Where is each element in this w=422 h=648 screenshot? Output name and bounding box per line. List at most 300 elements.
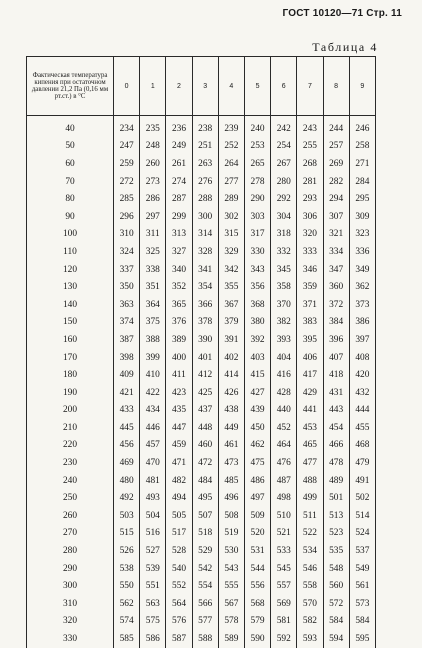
condition-temperature-cell: 320 (27, 613, 114, 631)
condition-temperature-cell: 40 (27, 116, 114, 138)
table-cell: 379 (218, 314, 244, 332)
condition-temperature-cell: 80 (27, 190, 114, 208)
table-cell: 460 (192, 437, 218, 455)
table-cell: 540 (166, 560, 192, 578)
table-cell: 473 (218, 454, 244, 472)
table-cell: 468 (349, 437, 375, 455)
table-cell: 481 (140, 472, 166, 490)
table-cell: 261 (166, 155, 192, 173)
table-cell: 488 (297, 472, 323, 490)
table-cell: 276 (192, 173, 218, 191)
table-cell: 378 (192, 314, 218, 332)
table-row (27, 314, 376, 332)
column-header: 7 (297, 57, 323, 116)
table-cell: 434 (140, 402, 166, 420)
table-cell: 236 (166, 116, 192, 138)
table-cell: 352 (166, 278, 192, 296)
table-cell: 435 (166, 402, 192, 420)
table-row (27, 577, 376, 595)
table-cell: 247 (114, 138, 140, 156)
table-cell: 252 (218, 138, 244, 156)
table-cell: 472 (192, 454, 218, 472)
table-cell: 503 (114, 507, 140, 525)
table-cell: 263 (192, 155, 218, 173)
table-cell: 320 (297, 226, 323, 244)
table-cell: 393 (271, 331, 297, 349)
table-cell: 337 (114, 261, 140, 279)
table-cell: 407 (323, 349, 349, 367)
table-cell: 265 (244, 155, 270, 173)
table-caption: Таблица 4 (312, 40, 378, 54)
table-cell: 441 (297, 402, 323, 420)
table-cell: 531 (244, 542, 270, 560)
table-cell: 558 (297, 577, 323, 595)
table-cell: 251 (192, 138, 218, 156)
table-cell: 284 (349, 173, 375, 191)
table-row (27, 278, 376, 296)
table-cell: 480 (114, 472, 140, 490)
condition-temperature-cell: 140 (27, 296, 114, 314)
table-cell: 333 (297, 243, 323, 261)
table-cell: 345 (271, 261, 297, 279)
table-cell: 578 (218, 613, 244, 631)
table-row (27, 472, 376, 490)
table-cell: 457 (140, 437, 166, 455)
table-cell: 249 (166, 138, 192, 156)
table-cell: 264 (218, 155, 244, 173)
table-row (27, 173, 376, 191)
table-cell: 566 (192, 595, 218, 613)
condition-temperature-cell: 310 (27, 595, 114, 613)
condition-temperature-cell: 150 (27, 314, 114, 332)
table-cell: 450 (244, 419, 270, 437)
condition-temperature-cell: 70 (27, 173, 114, 191)
table-cell: 524 (349, 525, 375, 543)
table-cell: 530 (218, 542, 244, 560)
table-cell: 585 (114, 630, 140, 648)
table-cell: 341 (192, 261, 218, 279)
table-cell: 539 (140, 560, 166, 578)
table-header-row (27, 57, 376, 116)
table-cell: 528 (166, 542, 192, 560)
table-cell: 423 (166, 384, 192, 402)
table-cell: 358 (271, 278, 297, 296)
table-cell: 253 (244, 138, 270, 156)
table-cell: 254 (271, 138, 297, 156)
table-cell: 487 (271, 472, 297, 490)
table-cell: 321 (323, 226, 349, 244)
table-cell: 387 (114, 331, 140, 349)
table-cell: 401 (192, 349, 218, 367)
table-row (27, 138, 376, 156)
table-cell: 414 (218, 366, 244, 384)
condition-column-header: Фактическая температура кипения при остаточном давлении 21,2 Па (0,16 мм рт.ст.) в °С (27, 57, 114, 116)
table-cell: 522 (297, 525, 323, 543)
table-cell: 327 (166, 243, 192, 261)
table-cell: 428 (271, 384, 297, 402)
table-cell: 537 (349, 542, 375, 560)
table-cell: 246 (349, 116, 375, 138)
table-cell: 238 (192, 116, 218, 138)
table-cell: 561 (349, 577, 375, 595)
table-cell: 517 (166, 525, 192, 543)
table-cell: 416 (271, 366, 297, 384)
table-row (27, 560, 376, 578)
table-cell: 271 (349, 155, 375, 173)
table-cell: 365 (166, 296, 192, 314)
table-row (27, 454, 376, 472)
table-cell: 515 (114, 525, 140, 543)
condition-temperature-cell: 90 (27, 208, 114, 226)
table-cell: 445 (114, 419, 140, 437)
table-cell: 417 (297, 366, 323, 384)
table-cell: 529 (192, 542, 218, 560)
table-row (27, 349, 376, 367)
condition-temperature-cell: 290 (27, 560, 114, 578)
table-cell: 408 (349, 349, 375, 367)
table-cell: 324 (114, 243, 140, 261)
table-cell: 594 (323, 630, 349, 648)
condition-temperature-cell: 210 (27, 419, 114, 437)
table-body (27, 116, 376, 648)
table-cell: 549 (349, 560, 375, 578)
table-cell: 543 (218, 560, 244, 578)
table-cell: 388 (140, 331, 166, 349)
table-cell: 391 (218, 331, 244, 349)
table-cell: 440 (271, 402, 297, 420)
table-cell: 309 (349, 208, 375, 226)
table-cell: 376 (166, 314, 192, 332)
table-cell: 443 (323, 402, 349, 420)
table-cell: 411 (166, 366, 192, 384)
table-row (27, 402, 376, 420)
table-cell: 572 (323, 595, 349, 613)
condition-temperature-cell: 230 (27, 454, 114, 472)
table-cell: 359 (297, 278, 323, 296)
table-cell: 576 (166, 613, 192, 631)
table-cell: 462 (244, 437, 270, 455)
condition-temperature-cell: 250 (27, 489, 114, 507)
table-cell: 400 (166, 349, 192, 367)
table-cell: 592 (271, 630, 297, 648)
table-cell: 418 (323, 366, 349, 384)
table-row (27, 595, 376, 613)
condition-temperature-cell: 280 (27, 542, 114, 560)
table-cell: 504 (140, 507, 166, 525)
table-cell: 306 (297, 208, 323, 226)
table-cell: 477 (297, 454, 323, 472)
table-cell: 546 (297, 560, 323, 578)
table-cell: 299 (166, 208, 192, 226)
table-cell: 431 (323, 384, 349, 402)
table-cell: 563 (140, 595, 166, 613)
table-cell: 422 (140, 384, 166, 402)
table-cell: 343 (244, 261, 270, 279)
condition-temperature-cell: 130 (27, 278, 114, 296)
table-row (27, 296, 376, 314)
table-cell: 484 (192, 472, 218, 490)
table-cell: 564 (166, 595, 192, 613)
table-cell: 562 (114, 595, 140, 613)
table-cell: 288 (192, 190, 218, 208)
condition-temperature-cell: 110 (27, 243, 114, 261)
table-cell: 452 (271, 419, 297, 437)
table-cell: 360 (323, 278, 349, 296)
condition-temperature-cell: 180 (27, 366, 114, 384)
table-cell: 235 (140, 116, 166, 138)
condition-temperature-cell: 240 (27, 472, 114, 490)
table-cell: 560 (323, 577, 349, 595)
table-cell: 294 (323, 190, 349, 208)
table-cell: 516 (140, 525, 166, 543)
page-header: ГОСТ 10120—71 Стр. 11 (282, 8, 402, 19)
table-cell: 346 (297, 261, 323, 279)
table-cell: 382 (271, 314, 297, 332)
table-row (27, 366, 376, 384)
table-cell: 281 (297, 173, 323, 191)
table-cell: 432 (349, 384, 375, 402)
table-row (27, 489, 376, 507)
table-cell: 502 (349, 489, 375, 507)
table-cell: 285 (114, 190, 140, 208)
table-cell: 338 (140, 261, 166, 279)
table-cell: 513 (323, 507, 349, 525)
table-row (27, 226, 376, 244)
column-header: 9 (349, 57, 375, 116)
table-cell: 311 (140, 226, 166, 244)
table-cell: 395 (297, 331, 323, 349)
table-cell: 556 (244, 577, 270, 595)
table-cell: 290 (244, 190, 270, 208)
table-cell: 439 (244, 402, 270, 420)
table-cell: 469 (114, 454, 140, 472)
table-cell: 325 (140, 243, 166, 261)
table-cell: 340 (166, 261, 192, 279)
table-cell: 584 (349, 613, 375, 631)
table-cell: 552 (166, 577, 192, 595)
table-cell: 242 (271, 116, 297, 138)
table-cell: 527 (140, 542, 166, 560)
table-cell: 277 (218, 173, 244, 191)
table-cell: 282 (323, 173, 349, 191)
table-cell: 421 (114, 384, 140, 402)
table-cell: 259 (114, 155, 140, 173)
table-cell: 579 (244, 613, 270, 631)
table-cell: 398 (114, 349, 140, 367)
table-cell: 471 (166, 454, 192, 472)
table-cell: 518 (192, 525, 218, 543)
table-cell: 315 (218, 226, 244, 244)
table-cell: 403 (244, 349, 270, 367)
table-cell: 538 (114, 560, 140, 578)
table-cell: 455 (349, 419, 375, 437)
table-cell: 505 (166, 507, 192, 525)
table-cell: 534 (297, 542, 323, 560)
table-cell: 510 (271, 507, 297, 525)
table-cell: 383 (297, 314, 323, 332)
table-cell: 465 (297, 437, 323, 455)
table-cell: 351 (140, 278, 166, 296)
table-cell: 550 (114, 577, 140, 595)
table-cell: 274 (166, 173, 192, 191)
table-row (27, 116, 376, 138)
table-cell: 449 (218, 419, 244, 437)
table-cell: 569 (271, 595, 297, 613)
table-cell: 273 (140, 173, 166, 191)
table-row (27, 437, 376, 455)
table-cell: 555 (218, 577, 244, 595)
table-cell: 425 (192, 384, 218, 402)
table-cell: 581 (271, 613, 297, 631)
table-cell: 507 (192, 507, 218, 525)
table-cell: 486 (244, 472, 270, 490)
column-header: 1 (140, 57, 166, 116)
table-cell: 303 (244, 208, 270, 226)
table-cell: 519 (218, 525, 244, 543)
table-cell: 355 (218, 278, 244, 296)
table-cell: 258 (349, 138, 375, 156)
table-cell: 429 (297, 384, 323, 402)
table-row (27, 525, 376, 543)
table-cell: 590 (244, 630, 270, 648)
table-cell: 485 (218, 472, 244, 490)
table-cell: 574 (114, 613, 140, 631)
table-cell: 582 (297, 613, 323, 631)
table-row (27, 243, 376, 261)
table-cell: 332 (271, 243, 297, 261)
table-cell: 342 (218, 261, 244, 279)
table-row (27, 630, 376, 648)
table-cell: 498 (271, 489, 297, 507)
table-cell: 292 (271, 190, 297, 208)
column-header: 2 (166, 57, 192, 116)
table-cell: 509 (244, 507, 270, 525)
table-cell: 323 (349, 226, 375, 244)
table-cell: 573 (349, 595, 375, 613)
table-cell: 593 (297, 630, 323, 648)
table-cell: 526 (114, 542, 140, 560)
table-cell: 575 (140, 613, 166, 631)
table-cell: 390 (192, 331, 218, 349)
table-cell: 314 (192, 226, 218, 244)
table-cell: 542 (192, 560, 218, 578)
table-cell: 302 (218, 208, 244, 226)
table-cell: 508 (218, 507, 244, 525)
table-cell: 520 (244, 525, 270, 543)
table-cell: 307 (323, 208, 349, 226)
table-cell: 287 (166, 190, 192, 208)
table-cell: 466 (323, 437, 349, 455)
column-header: 4 (218, 57, 244, 116)
table-cell: 570 (297, 595, 323, 613)
table-cell: 356 (244, 278, 270, 296)
table-cell: 479 (349, 454, 375, 472)
table-cell: 389 (166, 331, 192, 349)
table-cell: 336 (349, 243, 375, 261)
table-cell: 370 (271, 296, 297, 314)
table-cell: 497 (244, 489, 270, 507)
table-cell: 372 (323, 296, 349, 314)
table-row (27, 419, 376, 437)
table-cell: 386 (349, 314, 375, 332)
table-cell: 482 (166, 472, 192, 490)
table-cell: 470 (140, 454, 166, 472)
table-cell: 380 (244, 314, 270, 332)
table-cell: 499 (297, 489, 323, 507)
table-cell: 548 (323, 560, 349, 578)
table-cell: 493 (140, 489, 166, 507)
table-cell: 334 (323, 243, 349, 261)
table-cell: 489 (323, 472, 349, 490)
table-cell: 551 (140, 577, 166, 595)
table-cell: 533 (271, 542, 297, 560)
table-cell: 557 (271, 577, 297, 595)
table-cell: 248 (140, 138, 166, 156)
table-cell: 448 (192, 419, 218, 437)
table-cell: 234 (114, 116, 140, 138)
table-cell: 392 (244, 331, 270, 349)
table-cell: 415 (244, 366, 270, 384)
table-cell: 426 (218, 384, 244, 402)
table-cell: 410 (140, 366, 166, 384)
table-cell: 255 (297, 138, 323, 156)
condition-temperature-cell: 100 (27, 226, 114, 244)
table-cell: 329 (218, 243, 244, 261)
table-row (27, 542, 376, 560)
table-cell: 363 (114, 296, 140, 314)
table-cell: 293 (297, 190, 323, 208)
table-cell: 272 (114, 173, 140, 191)
table-cell: 437 (192, 402, 218, 420)
table-row (27, 190, 376, 208)
table-cell: 584 (323, 613, 349, 631)
table-cell: 396 (323, 331, 349, 349)
table-cell: 374 (114, 314, 140, 332)
table-cell: 397 (349, 331, 375, 349)
table-row (27, 613, 376, 631)
table-cell: 456 (114, 437, 140, 455)
table-cell: 492 (114, 489, 140, 507)
table-cell: 446 (140, 419, 166, 437)
table-cell: 260 (140, 155, 166, 173)
table-cell: 297 (140, 208, 166, 226)
table-cell: 373 (349, 296, 375, 314)
table-cell: 521 (271, 525, 297, 543)
table-row (27, 507, 376, 525)
table-cell: 496 (218, 489, 244, 507)
condition-temperature-cell: 300 (27, 577, 114, 595)
condition-temperature-cell: 60 (27, 155, 114, 173)
boiling-temperature-table (26, 56, 376, 648)
table-cell: 501 (323, 489, 349, 507)
table-cell: 567 (218, 595, 244, 613)
table-cell: 587 (166, 630, 192, 648)
table-cell: 595 (349, 630, 375, 648)
table-cell: 349 (349, 261, 375, 279)
table-cell: 362 (349, 278, 375, 296)
table-cell: 354 (192, 278, 218, 296)
table-cell: 269 (323, 155, 349, 173)
table-cell: 367 (218, 296, 244, 314)
condition-temperature-cell: 50 (27, 138, 114, 156)
table-cell: 491 (349, 472, 375, 490)
table-cell: 300 (192, 208, 218, 226)
column-header: 6 (271, 57, 297, 116)
table-row (27, 208, 376, 226)
table-cell: 495 (192, 489, 218, 507)
table-cell: 267 (271, 155, 297, 173)
table-cell: 478 (323, 454, 349, 472)
